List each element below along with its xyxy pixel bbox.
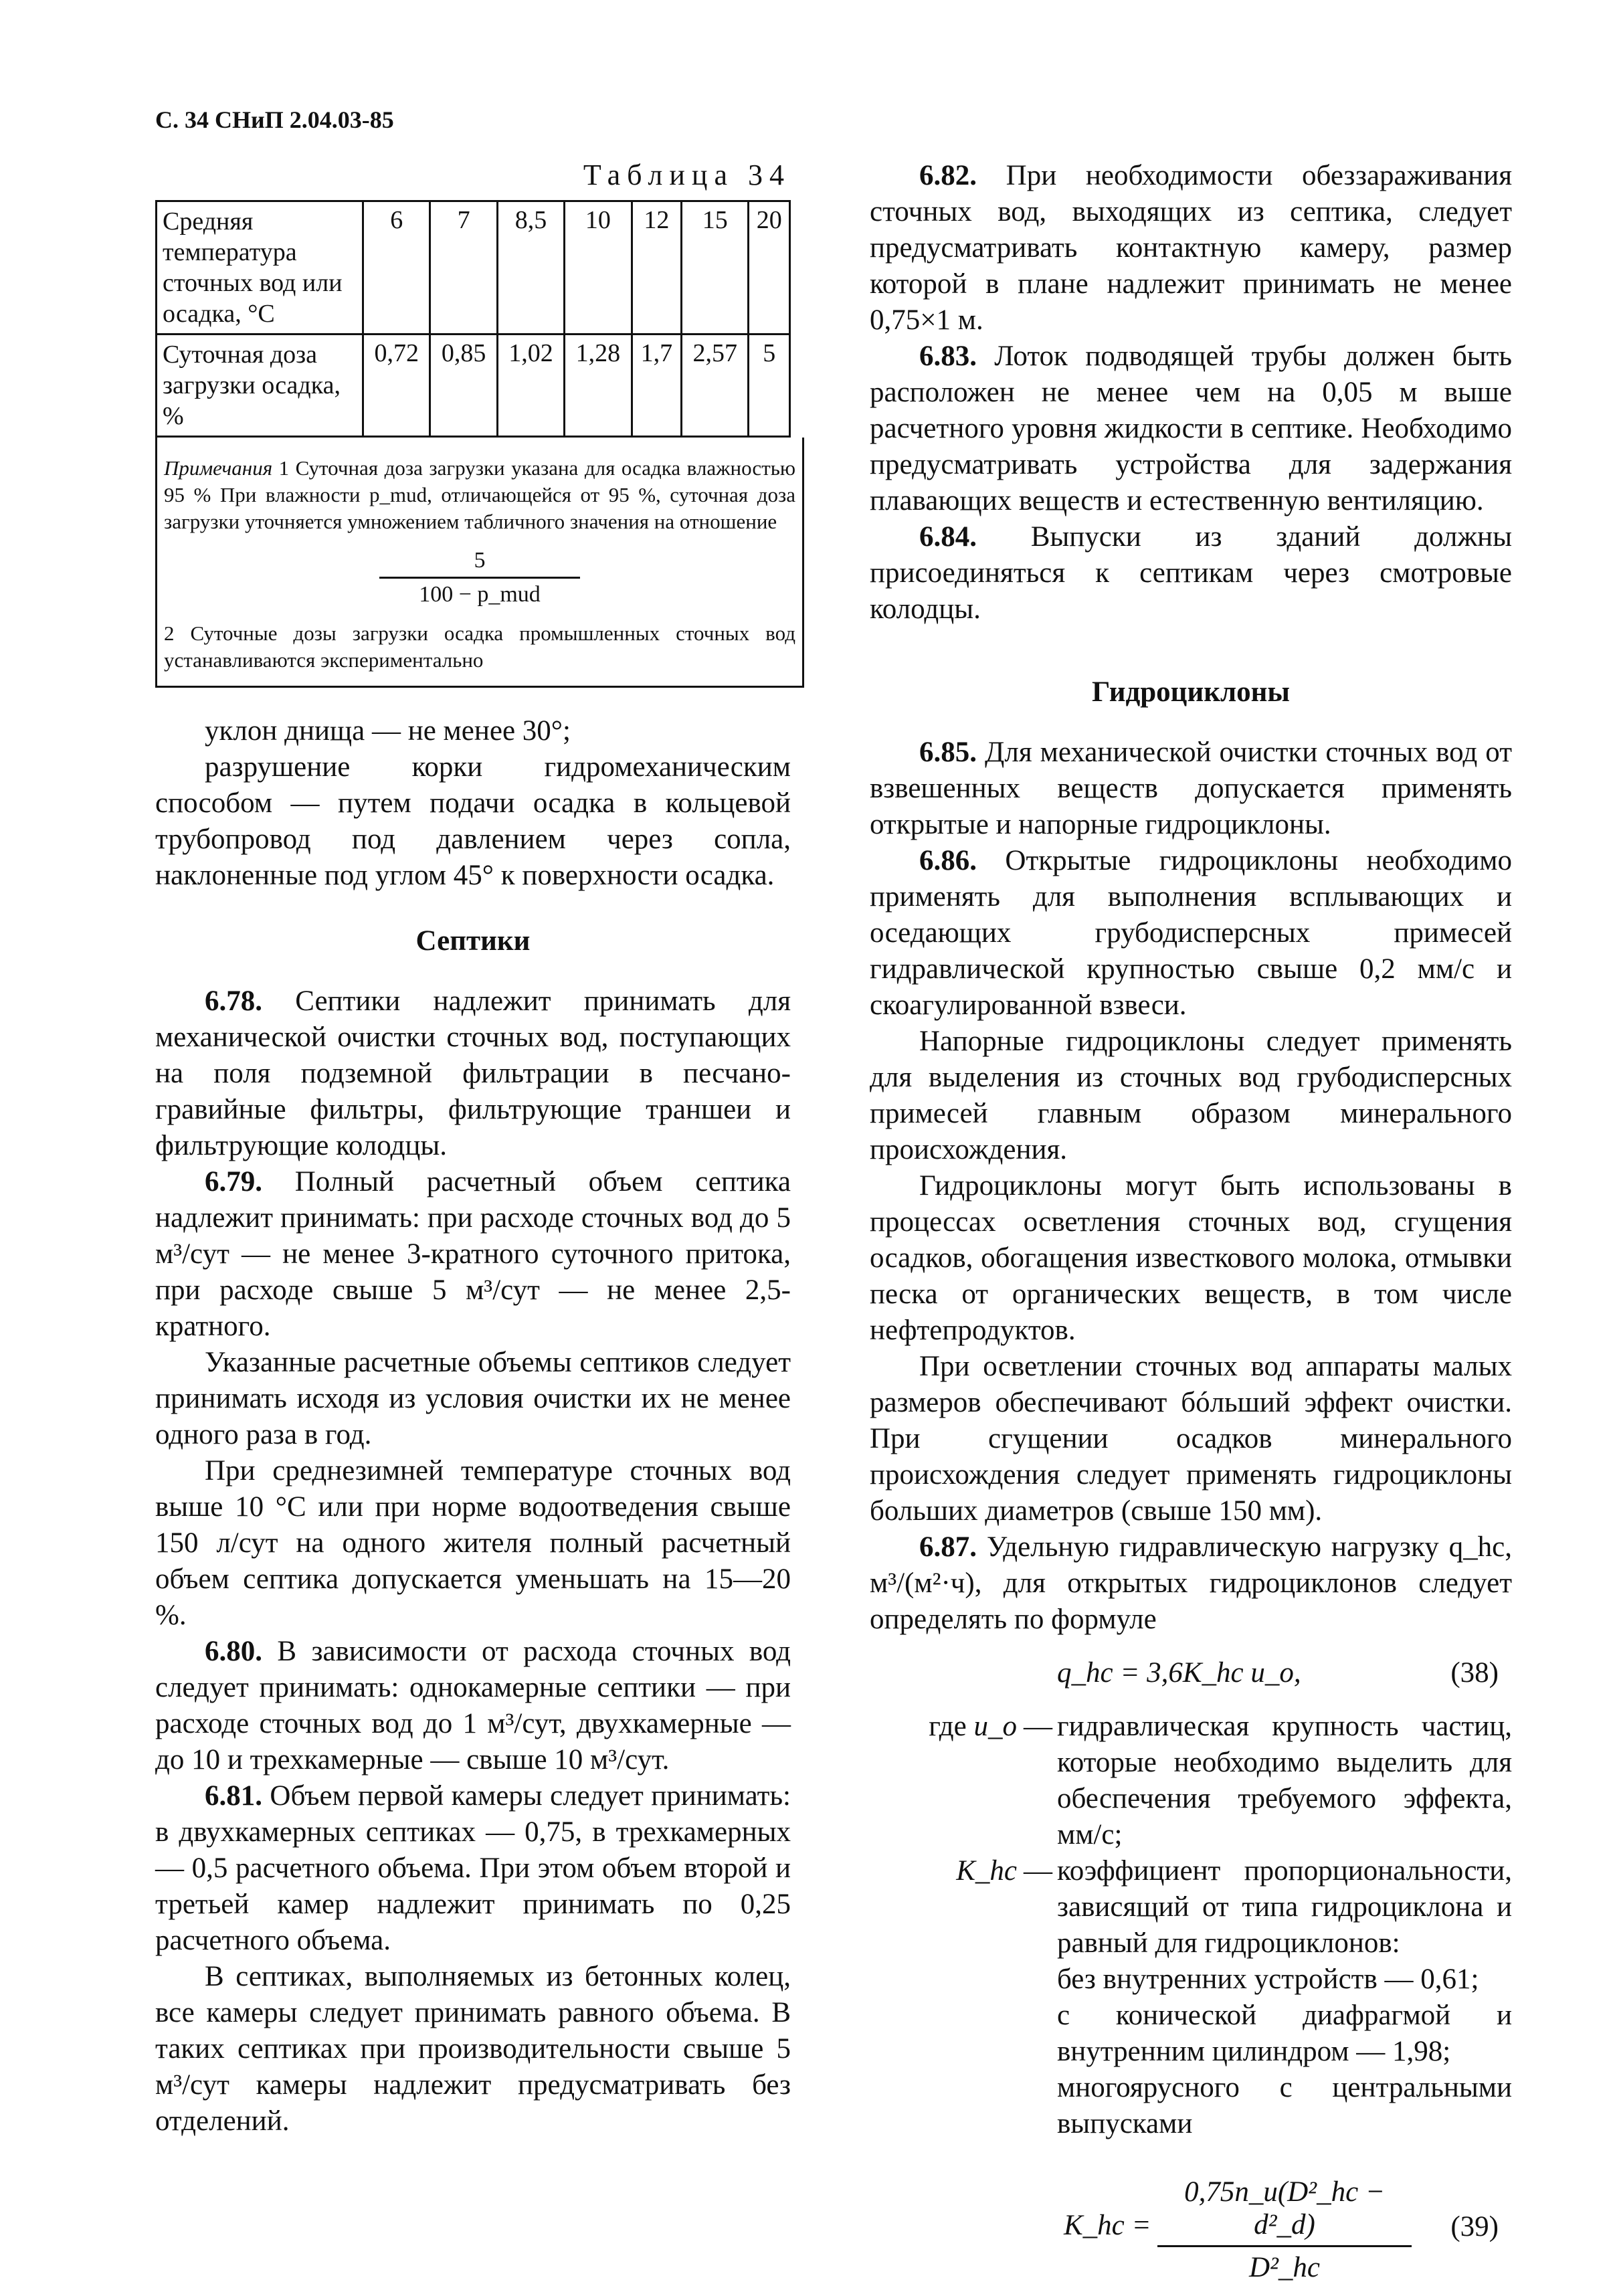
- clause-text: В зависимости от расхода сточных вод следует принимать: однокамерные септики — при расходе сточных вод до 1 м³/сут, двухкамерные — до 10 и трехкамерные — свыше 10 м³/сут.: [155, 1636, 791, 1776]
- equation-number: (38): [1450, 1657, 1499, 1689]
- table-cell: 8,5: [497, 201, 564, 334]
- paragraph: В септиках, выполняемых из бетонных колец, все камеры следует принимать равного объема. В таких септиках при производительности свыше 5 м³/сут камеры надлежит предусматривать без отделений.: [155, 1961, 791, 2137]
- clause-number: 6.81.: [205, 1780, 262, 1812]
- page-header: С. 34 СНиП 2.04.03-85: [155, 106, 394, 133]
- clause-number: 6.78.: [205, 985, 262, 1017]
- paragraph: уклон днища — не менее 30°;: [205, 715, 571, 747]
- table-cell: 7: [430, 201, 497, 334]
- table-cell: 0,72: [363, 334, 430, 437]
- table-cell: 15: [682, 201, 749, 334]
- paragraph-6-82: [870, 158, 1512, 339]
- clause-text: Полный расчетный объем септика надлежит принимать: при расходе сточных вод до 5 м³/сут — не менее 3-кратного суточного притока, при расходе свыше 5 м³/сут — не менее 2,5-кратного.: [155, 1166, 791, 1342]
- dash: —: [1024, 1711, 1052, 1742]
- paragraph: разрушение корки гидромеханическим способом — путем подачи осадка в кольцевой трубопровод под давлением через сопла, наклоненные под углом 45° к поверхности осадка.: [155, 751, 791, 891]
- formula-expression: q_hc = 3,6K_hc u_o,: [1057, 1657, 1301, 1689]
- table-cell: 1,7: [632, 334, 681, 437]
- paragraph: Гидроциклоны могут быть использованы в процессах осветления сточных вод, сгущения осадков, обогащения известкового молока, отмывки песка от органических веществ, в том числе нефтепродуктов.: [870, 1170, 1512, 1346]
- fraction-numerator: 0,75n_u(D²_hc − d²_d): [1157, 2176, 1412, 2247]
- paragraph: Напорные гидроциклоны следует применять для выделения из сточных вод грубодисперсных примесей главным образом минерального происхождения.: [870, 1026, 1512, 1165]
- table-cell: 1,28: [565, 334, 632, 437]
- table-row: [157, 201, 790, 334]
- definition-text: гидравлическая крупность частиц, которые необходимо выделить для обеспечения требуемого эффекта, мм/с;: [1057, 1711, 1512, 1850]
- paragraph-6-78: [155, 983, 791, 1164]
- fraction-numerator: 5: [379, 547, 580, 579]
- symbol-uo: u_o: [973, 1711, 1017, 1742]
- equation-number: (39): [1450, 2211, 1499, 2242]
- clause-text: Открытые гидроциклоны необходимо применять для выполнения всплывающих и оседающих грубодисперсных примесей гидравлической крупностью свыше 0,2 мм/с и скоагулированной взвеси.: [870, 845, 1513, 1021]
- paragraph: При среднезимней температуре сточных вод выше 10 °С или при норме водоотведения свыше 150 л/сут на одного жителя полный расчетный объем септика допускается уменьшать на 15—20 %.: [155, 1455, 791, 1631]
- table-cell: 1,02: [497, 334, 564, 437]
- table-notes: [155, 438, 804, 688]
- clause-text: Удельную гидравлическую нагрузку q_hc, м³/(м²·ч), для открытых гидроциклонов следует определять по формуле: [870, 1531, 1512, 1635]
- table-cell: 0,85: [430, 334, 497, 437]
- clause-text: При необходимости обеззараживания сточных вод, выходящих из септика, следует предусматривать контактную камеру, размер которой в плане надлежит принимать не менее 0,75×1 м.: [870, 160, 1512, 336]
- paragraph-6-85: [870, 735, 1512, 843]
- clause-text: Для механической очистки сточных вод от взвешенных веществ допускается применять открытые и напорные гидроциклоны.: [870, 737, 1512, 840]
- table-row: [157, 334, 790, 437]
- table-note-1: [164, 455, 795, 535]
- fraction-denominator: D²_hc: [1248, 2252, 1321, 2283]
- clause-text: Септики надлежит принимать для механической очистки сточных вод, поступающих на поля подземной фильтрации в песчано-гравийные фильтры, фильтрующие траншеи и фильтрующие колодцы.: [155, 985, 791, 1161]
- clause-number: 6.79.: [205, 1166, 262, 1198]
- formula-fraction: [1157, 2176, 1412, 2284]
- fraction-denominator: 100 − p_mud: [419, 582, 541, 607]
- table-cell: 5: [749, 334, 790, 437]
- table-row-header: Суточная доза загрузки осадка, %: [157, 334, 363, 437]
- formula-39: [870, 2169, 1512, 2296]
- definition-item: без внутренних устройств — 0,61;: [1057, 1964, 1479, 1995]
- paragraph-6-87: [870, 1529, 1512, 1638]
- table-34: [155, 200, 791, 438]
- notes-label: Примечания: [164, 456, 273, 480]
- clause-number: 6.84.: [919, 521, 977, 553]
- paragraph-6-83: [870, 339, 1512, 519]
- dash: —: [1024, 1855, 1052, 1887]
- paragraph-6-81: [155, 1778, 791, 1959]
- section-title-hydrocyclones: Гидроциклоны: [1092, 676, 1290, 708]
- formula-38: [870, 1650, 1512, 1697]
- table-row-header: Средняя температура сточных вод или осадка, °С: [157, 201, 363, 334]
- paragraph-6-80: [155, 1634, 791, 1778]
- table-cell: 20: [749, 201, 790, 334]
- definition-symbol: [870, 1709, 1024, 1853]
- clause-number: 6.85.: [919, 737, 977, 768]
- paragraph-6-86: [870, 843, 1512, 1024]
- definition-row: [870, 1709, 1512, 1853]
- paragraph-6-79: [155, 1164, 791, 1345]
- table-cell: 10: [565, 201, 632, 334]
- clause-text: Выпуски из зданий должны присоединяться к септикам через смотровые колодцы.: [870, 521, 1512, 625]
- clause-text: Лоток подводящей трубы должен быть расположен не менее чем на 0,05 м выше расчетного уровня жидкости в септике. Необходимо предусматривать устройства для задержания плавающих веществ и естественную вентиляцию.: [870, 341, 1513, 516]
- right-column: [870, 158, 1512, 2296]
- table-cell: 2,57: [682, 334, 749, 437]
- clause-number: 6.86.: [919, 845, 977, 876]
- clause-number: 6.80.: [205, 1636, 262, 1667]
- definition-symbol: [870, 1853, 1024, 2142]
- where-label: где: [929, 1711, 967, 1742]
- note-fraction: [379, 547, 580, 608]
- clause-text: Объем первой камеры следует принимать: в двухкамерных септиках — 0,75, в трехкамерных — 0,5 расчетного объема. При этом объем второй и третьей камер надлежит принимать по 0,25 расчетного объема.: [155, 1780, 791, 1956]
- clause-number: 6.87.: [919, 1531, 977, 1563]
- left-column: [155, 158, 795, 2139]
- formula-lhs: K_hc =: [1064, 2210, 1151, 2241]
- table-cell: 12: [632, 201, 681, 334]
- note-1-text: 1 Суточная доза загрузки указана для осадка влажностью 95 % При влажности p_mud, отличающейся от 95 %, суточная доза загрузки уточняется умножением табличного значения на отношение: [164, 456, 795, 533]
- table-caption: Таблица 34: [583, 159, 791, 191]
- clause-number: 6.82.: [919, 160, 977, 191]
- definition-item: с конической диафрагмой и внутренним цилиндром — 1,98;: [1057, 2000, 1512, 2067]
- section-title-septiki: Септики: [415, 925, 531, 957]
- definition-text: [1057, 1853, 1512, 2142]
- symbol-khc: K_hc: [956, 1855, 1017, 1887]
- definitions: [870, 1709, 1512, 2142]
- table-note-2: 2 Суточные дозы загрузки осадка промышленных сточных вод устанавливаются экспериментально: [164, 621, 795, 672]
- definition-row: [870, 1853, 1512, 2142]
- paragraph: При осветлении сточных вод аппараты малых размеров обеспечивают бóльший эффект очистки. При сгущении осадков минерального происхождения следует применять гидроциклоны больших диаметров (свыше 150 мм).: [870, 1351, 1512, 1527]
- paragraph: Указанные расчетные объемы септиков следует принимать исходя из условия очистки их не менее одного раза в год.: [155, 1347, 791, 1450]
- paragraph-6-84: [870, 519, 1512, 628]
- definition-item: многоярусного с центральными выпусками: [1057, 2072, 1512, 2139]
- clause-number: 6.83.: [919, 341, 977, 372]
- definition-main: коэффициент пропорциональности, зависящий от типа гидроциклона и равный для гидроциклонов:: [1057, 1855, 1512, 1959]
- table-cell: 6: [363, 201, 430, 334]
